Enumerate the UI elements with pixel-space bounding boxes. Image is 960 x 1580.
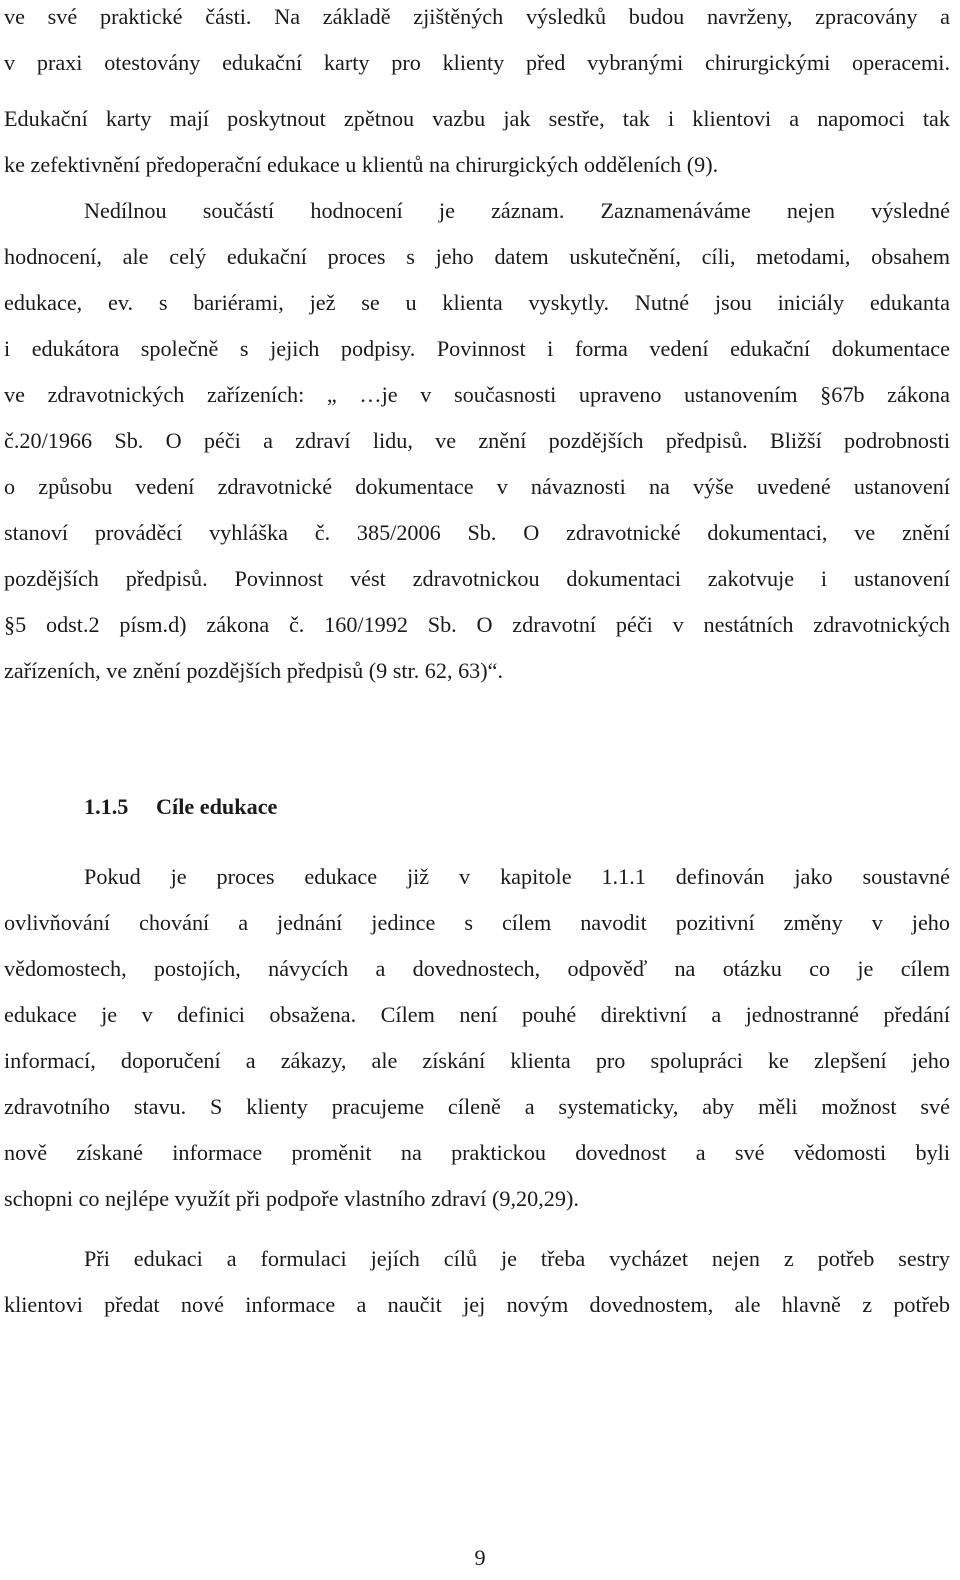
paragraph-3-line: zdravotního stavu. S klienty pracujeme cíleně a systematicky, aby měli možnost své [4,1094,950,1119]
paragraph-1-line: ve své praktické části. Na základě zjištěných výsledků budou navrženy, zpracovány a [4,4,950,29]
paragraph-2-line: stanoví prováděcí vyhláška č. 385/2006 Sb. O zdravotnické dokumentaci, ve znění [4,520,950,545]
section-number: 1.1.5 [84,794,129,819]
paragraph-2-line: pozdějších předpisů. Povinnost vést zdravotnickou dokumentaci zakotvuje i ustanovení [4,566,950,591]
page-number: 9 [474,1545,486,1570]
paragraph-3-line: nově získané informace proměnit na praktickou dovednost a své vědomosti byli [4,1140,950,1165]
paragraph-4-line: klientovi předat nové informace a naučit jej novým dovednostem, ale hlavně z potřeb [4,1292,950,1317]
paragraph-2-line: Nedílnou součástí hodnocení je záznam. Zaznamenáváme nejen výsledné [84,198,950,223]
section-heading [84,792,277,822]
paragraph-2-line: o způsobu vedení zdravotnické dokumentace v návaznosti na výše uvedené ustanovení [4,474,950,499]
paragraph-1-line: ke zefektivnění předoperační edukace u klientů na chirurgických odděleních (9). [4,152,719,177]
paragraph-3-line: edukace je v definici obsažena. Cílem není pouhé direktivní a jednostranné předání [4,1002,950,1027]
paragraph-2-line: §5 odst.2 písm.d) zákona č. 160/1992 Sb. O zdravotní péči v nestátních zdravotnických [4,612,950,637]
paragraph-3-line: vědomostech, postojích, návycích a dovednostech, odpověď na otázku co je cílem [4,956,950,981]
paragraph-2-line: ve zdravotnických zařízeních: „ …je v současnosti upraveno ustanovením §67b zákona [4,382,950,407]
paragraph-2-line: č.20/1966 Sb. O péči a zdraví lidu, ve znění pozdějších předpisů. Bližší podrobnosti [4,428,950,453]
paragraph-1-line: v praxi otestovány edukační karty pro klienty před vybranými chirurgickými operacemi. [4,50,950,75]
paragraph-3-line: informací, doporučení a zákazy, ale získání klienta pro spolupráci ke zlepšení jeho [4,1048,950,1073]
paragraph-3-line: Pokud je proces edukace již v kapitole 1.1.1 definován jako soustavné [84,864,950,889]
paragraph-3-line: ovlivňování chování a jednání jedince s cílem navodit pozitivní změny v jeho [4,910,950,935]
paragraph-3-line: schopni co nejlépe využít při podpoře vlastního zdraví (9,20,29). [4,1186,579,1211]
paragraph-1-line: Edukační karty mají poskytnout zpětnou vazbu jak sestře, tak i klientovi a napomoci tak [4,106,950,131]
paragraph-2-line: edukace, ev. s bariérami, jež se u klienta vyskytly. Nutné jsou iniciály edukanta [4,290,950,315]
paragraph-2-line: zařízeních, ve znění pozdějších předpisů (9 str. 62, 63)“. [4,658,504,683]
paragraph-2-line: hodnocení, ale celý edukační proces s jeho datem uskutečnění, cíli, metodami, obsahem [4,244,950,269]
paragraph-2-line: i edukátora společně s jejich podpisy. Povinnost i forma vedení edukační dokumentace [4,336,950,361]
paragraph-4-line: Při edukaci a formulaci jejích cílů je třeba vycházet nejen z potřeb sestry [84,1246,950,1271]
section-title: Cíle edukace [156,794,278,819]
